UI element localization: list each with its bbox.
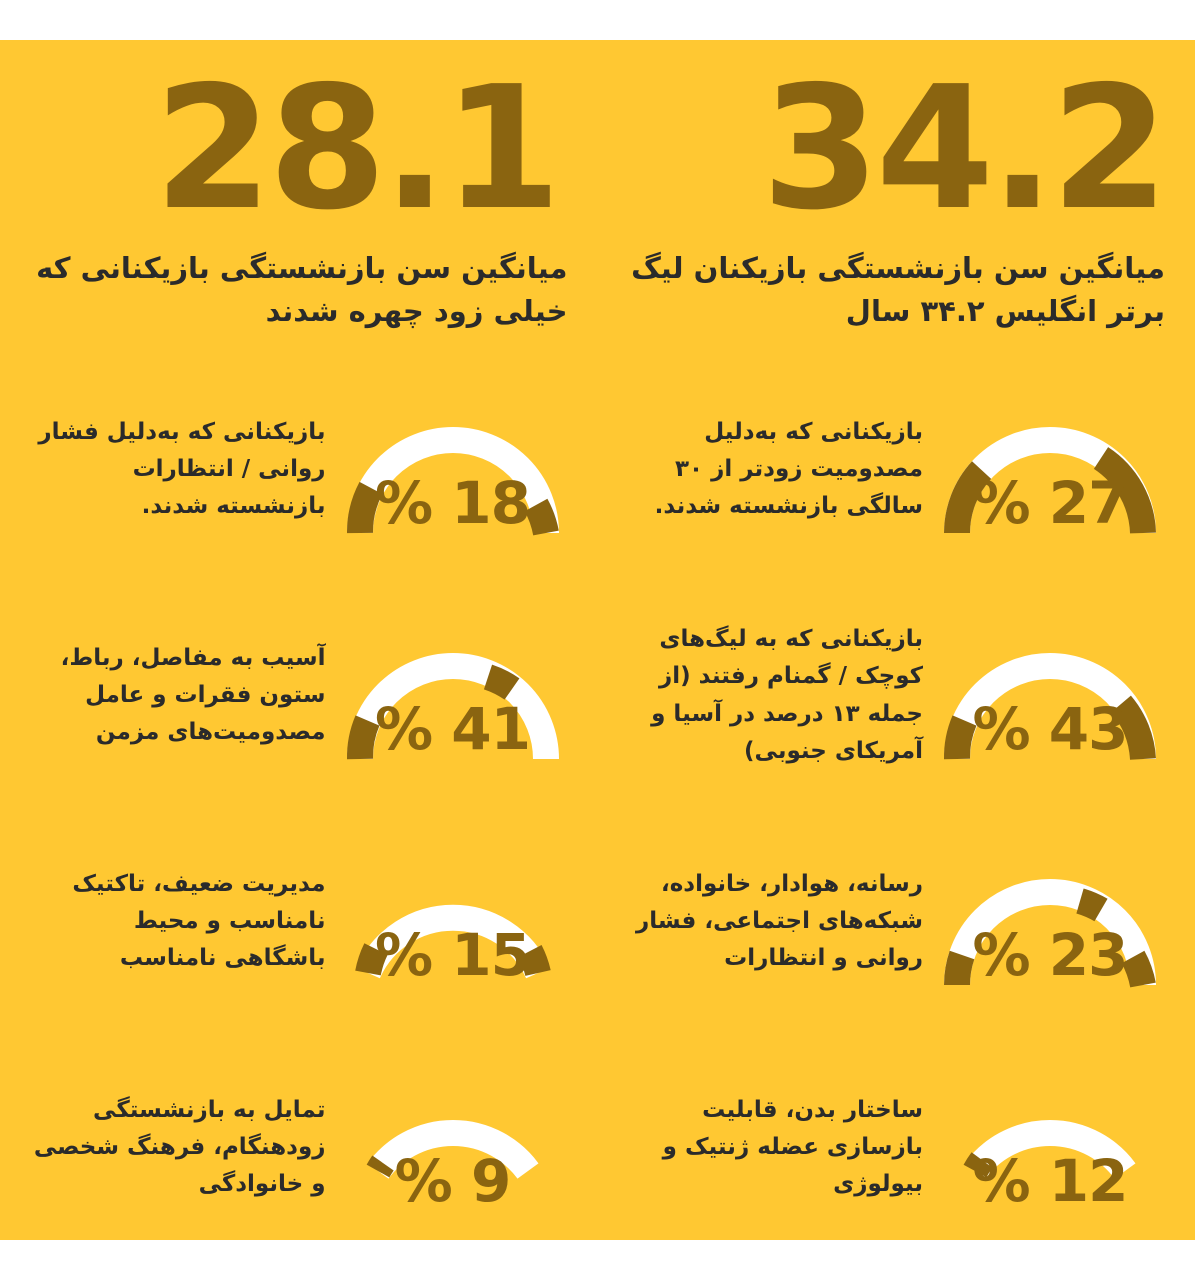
- columns-container: [0, 40, 1195, 1240]
- panel-premier-league: [598, 40, 1195, 1240]
- stat-label: تمایل به بازنشستگی زودهنگام، فرهنگ شخصی و خانوادگی: [33, 1096, 326, 1198]
- stat-row: [618, 820, 1166, 1020]
- stat-row: [30, 368, 568, 568]
- stat-label: آسیب به مفاصل، رباط، ستون فقرات و عامل مصدومیت‌های مزمن: [60, 644, 326, 746]
- stat-row: [618, 594, 1166, 794]
- gauge-chart: [935, 845, 1165, 995]
- gauge-chart: [338, 1071, 568, 1221]
- gauge-chart: [935, 393, 1165, 543]
- panel-subtitle-early-retirement: میانگین سن بازنشستگی بازیکنانی که خیلی زود چهره شدند: [36, 250, 568, 328]
- stat-label: رسانه، هوادار، خانواده، شبکه‌های اجتماعی، فشار روانی و انتظارات: [636, 870, 923, 972]
- stat-row: [30, 1046, 568, 1241]
- gauge-value: % 15: [374, 920, 531, 989]
- gauge-chart: [935, 1071, 1165, 1221]
- stat-rows-premier-league: [618, 368, 1166, 1241]
- gauge-chart: [338, 393, 568, 543]
- gauge-chart: [338, 619, 568, 769]
- stat-label: بازیکنانی که به‌دلیل مصدومیت زودتر از ۳۰ سالگی بازنشسته شدند.: [654, 418, 923, 520]
- stat-row: [618, 368, 1166, 568]
- gauge-value: % 18: [374, 468, 531, 537]
- gauge-chart: [338, 845, 568, 995]
- gauge-value: % 41: [374, 694, 531, 763]
- stat-row: [30, 820, 568, 1020]
- stat-label: بازیکنانی که به لیگ‌های کوچک / گمنام رفتند (از جمله ۱۳ درصد در آسیا و آمریکای جنوبی): [651, 626, 923, 764]
- stat-row: [30, 594, 568, 794]
- panel-subtitle-premier-league: میانگین سن بازنشستگی بازیکنان لیگ برتر انگلیس ۳۴.۲ سال: [631, 250, 1165, 328]
- gauge-chart: [935, 619, 1165, 769]
- stat-row: [618, 1046, 1166, 1241]
- stat-label: ساختار بدن، قابلیت بازسازی عضله ژنتیک و بیولوژی: [662, 1096, 923, 1198]
- infographic-poster: [0, 40, 1195, 1240]
- gauge-value: % 23: [972, 920, 1128, 989]
- gauge-value: % 27: [972, 468, 1128, 537]
- stat-label: مدیریت ضعیف، تاکتیک نامناسب و محیط باشگاهی نامناسب: [72, 870, 326, 972]
- stat-label: بازیکنانی که به‌دلیل فشار روانی / انتظارات بازنشسته شدند.: [38, 418, 326, 520]
- headline-number-early-retirement: 28.1: [154, 50, 558, 248]
- stat-rows-early-retirement: [30, 368, 568, 1241]
- headline-number-premier-league: 34.2: [761, 50, 1165, 248]
- gauge-value: % 12: [972, 1146, 1128, 1215]
- gauge-value: % 9: [394, 1146, 511, 1215]
- panel-early-retirement: [0, 40, 598, 1240]
- gauge-value: % 43: [972, 694, 1128, 763]
